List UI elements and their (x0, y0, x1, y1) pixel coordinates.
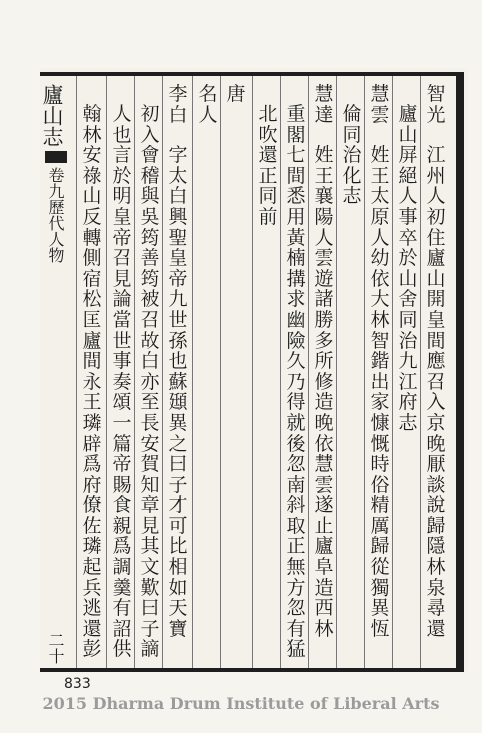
text-column (224, 84, 248, 105)
text-column (80, 84, 104, 660)
text-column (424, 84, 448, 639)
column-heading: 慧 雲 (370, 83, 390, 126)
column-text: 重 閣 七 間 悉 用 黃 楠 搆 求 幽 險 久 乃 得 就 後 忽 南 斜 取 正 無 方 忽 有 猛 (286, 103, 306, 661)
text-column (396, 84, 420, 434)
spine-mark (45, 151, 67, 163)
column-text: 姓 王 襄 陽 人 雲 遊 諸 勝 多 所 修 造 晚 依 慧 雲 遂 止 廬 阜 造 西 林 (314, 144, 334, 640)
column-text: 初 入 會 稽 與 吳 筠 善 筠 被 召 故 白 亦 至 長 安 賀 知 章 見 其 文 歎 曰 子 謫 (140, 103, 160, 661)
column-text: 翰 林 安 祿 山 反 轉 側 宿 松 匡 廬 間 永 王 璘 辟 爲 府 僚 佐 璘 起 兵 逃 還 彭 (82, 103, 102, 661)
column-rule (192, 76, 193, 668)
column-text: 江 州 人 初 住 廬 山 開 皇 間 應 召 入 京 晚 厭 談 說 歸 隱 林 泉 尋 還 (426, 144, 446, 640)
text-column (284, 84, 308, 660)
column-text: 北 吹 還 正 同 前 (258, 103, 278, 228)
column-heading: 慧 達 (314, 83, 334, 126)
column-rule (134, 76, 135, 668)
text-column (110, 84, 134, 660)
column-heading: 名 人 (198, 83, 218, 126)
page-border-bottom (40, 668, 464, 672)
column-rule (392, 76, 393, 668)
column-rule (280, 76, 281, 668)
text-column (166, 84, 190, 639)
column-rule (220, 76, 221, 668)
column-heading: 智 光 (426, 83, 446, 126)
text-column (368, 84, 392, 639)
spine-page: 二十 (46, 632, 65, 664)
column-rule (308, 76, 309, 668)
column-text: 倫 同 治 化 志 (342, 103, 362, 208)
text-column (340, 84, 364, 207)
column-rule (76, 76, 77, 668)
column-rule (252, 76, 253, 668)
column-rule (420, 76, 421, 668)
text-column (138, 84, 162, 660)
spine-title: 廬山志 (40, 84, 64, 147)
column-heading: 李 白 (168, 83, 188, 126)
column-rule (162, 76, 163, 668)
text-column (256, 84, 280, 228)
watermark: 2015 Dharma Drum Institute of Liberal Arts (42, 694, 440, 713)
column-rule (336, 76, 337, 668)
column-rule (364, 76, 365, 668)
column-text: 字 太 白 興 聖 皇 帝 九 世 孫 也 蘇 頲 異 之 曰 子 才 可 比 相 如 天 寶 (168, 144, 188, 640)
page-number: 833 (64, 676, 91, 692)
text-column (196, 84, 220, 125)
column-heading: 唐 (226, 83, 246, 105)
column-text: 廬 山 屏 絕 人 事 卒 於 山 舍 同 治 九 江 府 志 (398, 103, 418, 434)
spine-column (40, 84, 68, 664)
column-rule (106, 76, 107, 668)
page-border-right (456, 72, 464, 672)
text-column (312, 84, 336, 639)
column-text: 人 也 言 於 明 皇 帝 召 見 論 當 世 事 奏 頌 一 篇 帝 賜 食 親 爲 調 羹 有 詔 供 (112, 103, 132, 661)
spine-section: 卷九歷代人物 (46, 167, 65, 263)
column-text: 姓 王 太 原 人 幼 依 大 林 智 鍇 出 家 慷 慨 時 俗 精 厲 歸 從 獨 異 恆 (370, 144, 390, 640)
